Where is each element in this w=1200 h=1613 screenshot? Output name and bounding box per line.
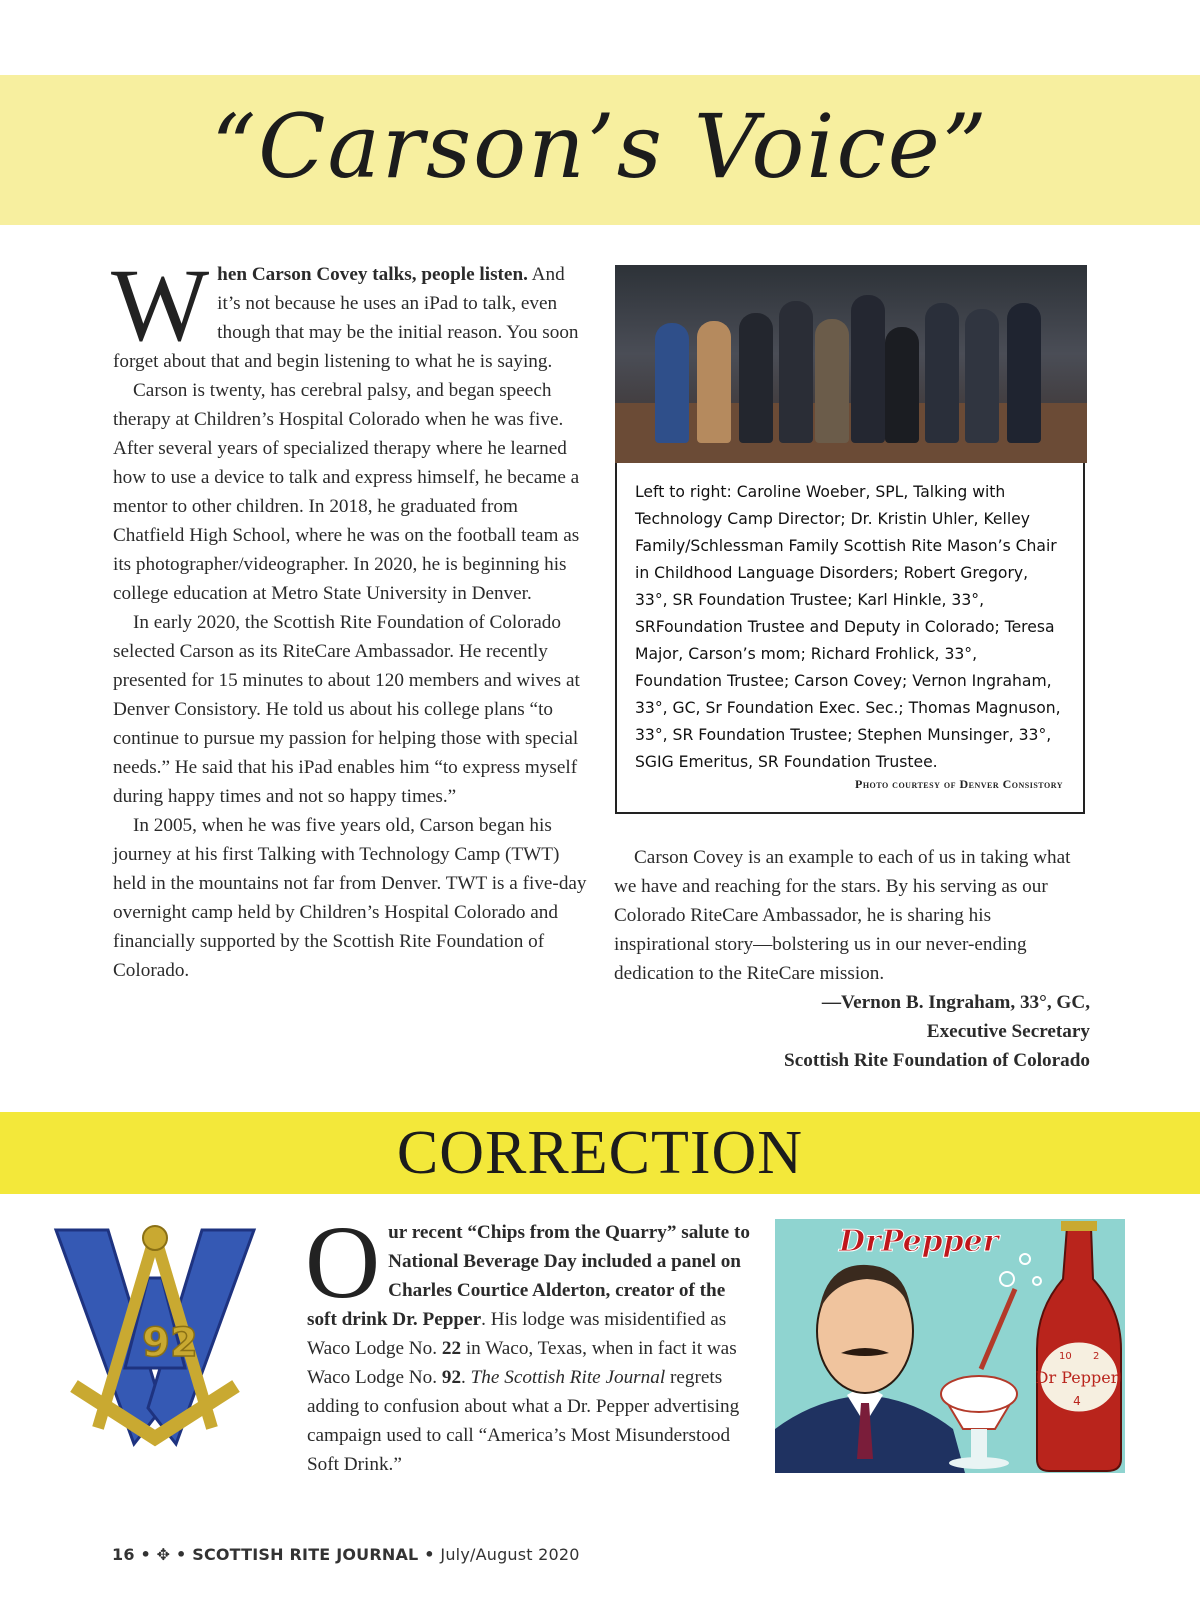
article-paragraph-4: In 2005, when he was five years old, Carson began his journey at his first Talking with Technology Camp (TWT) held in the mountains not far from Denver. TWT is a five-day overnight camp held by Children’s Hospital Colorado and financially supported by the Scottish Rite Foundation of Colorado. bbox=[113, 815, 587, 981]
lead-bold: hen Carson Covey talks, people listen. bbox=[217, 264, 528, 285]
page-number: 16 bbox=[112, 1545, 135, 1564]
issue-date: July/August 2020 bbox=[440, 1545, 580, 1564]
bottle-number-4: 4 bbox=[1073, 1394, 1081, 1408]
correction-bold: ur recent “Chips from the Quarry” salute to National Beverage Day included a panel on Charles Courtice Alderton, creator of the soft drink Dr. Pepper bbox=[307, 1222, 750, 1330]
photo-credit: Photo courtesy of Denver Consistory bbox=[854, 777, 1063, 791]
photo-person bbox=[851, 295, 885, 443]
correction-number-b: 92 bbox=[441, 1367, 462, 1388]
dr-pepper-illustration bbox=[775, 1219, 1125, 1473]
correction-text-b: in Waco, Texas, when in fact it was Waco Lodge No. bbox=[307, 1338, 737, 1388]
article-paragraph-5: Carson Covey is an example to each of us in taking what we have and reaching for the stars. By his serving as our Colorado RiteCare Ambassador, he is sharing his inspirational story—bolstering us in our never-ending dedication to the RiteCare mission. bbox=[614, 847, 1071, 984]
photo-person bbox=[697, 321, 731, 443]
signature-name: —Vernon B. Ingraham, 33°, GC, bbox=[821, 992, 1090, 1013]
signature-organization: Scottish Rite Foundation of Colorado bbox=[784, 1050, 1090, 1071]
correction-number-a: 22 bbox=[441, 1338, 462, 1359]
photo-person bbox=[815, 319, 849, 443]
article-left-column bbox=[111, 248, 591, 985]
article-title: “Carson’s Voice” bbox=[211, 95, 989, 198]
correction-title: CORRECTION bbox=[396, 1119, 804, 1187]
article-paragraph-3: In early 2020, the Scottish Rite Foundation of Colorado selected Carson as its RiteCare Ambassador. He recently presented for 15 minutes to about 120 members and wives at Denver Consistory. He told us about his college plans “to continue to pursue my passion for helping those with special needs.” He said that his iPad enables him “to express myself during happy times and not so happy times.” bbox=[113, 612, 580, 807]
double-eagle-icon: ✥ bbox=[156, 1545, 171, 1564]
photo-person bbox=[925, 303, 959, 443]
logo-number: 92 bbox=[142, 1320, 198, 1366]
article-right-column bbox=[614, 843, 1090, 1075]
dr-pepper-logo: DrPepper bbox=[839, 1224, 999, 1259]
correction-text bbox=[305, 1205, 752, 1479]
correction-drop-cap: O bbox=[305, 1205, 381, 1320]
photo-person bbox=[779, 301, 813, 443]
signature-title: Executive Secretary bbox=[926, 1021, 1090, 1042]
group-photo bbox=[615, 265, 1087, 463]
correction-text-d: regrets adding to confusion about what a Dr. Pepper advertising campaign used to call “America’s Most Misunderstood Soft Drink.” bbox=[307, 1367, 740, 1475]
bottle-label: Dr Pepper bbox=[1035, 1368, 1119, 1387]
square-compass-logo-icon bbox=[50, 1218, 260, 1448]
photo-person bbox=[655, 323, 689, 443]
photo-person bbox=[965, 309, 999, 443]
photo-caption-box bbox=[615, 463, 1085, 814]
bottle-number-10: 10 bbox=[1059, 1351, 1072, 1362]
lead-rest: And it’s not because he uses an iPad to talk, even though that may be the initial reason. You soon forget about that and begin listening to what he is saying. bbox=[113, 264, 579, 372]
drop-cap: W bbox=[111, 248, 210, 363]
bottle-number-2: 2 bbox=[1093, 1351, 1100, 1362]
article-paragraph-2: Carson is twenty, has cerebral palsy, and began speech therapy at Children’s Hospital Colorado when he was five. After several years of specialized therapy where he learned how to use a device to talk and express himself, he became a mentor to other children. In 2018, he graduated from Chatfield High School, where he was on the football team as its photographer/videographer. In 2020, he is beginning his college education at Metro State University in Denver. bbox=[113, 380, 580, 604]
page-footer: 16 • ✥ • SCOTTISH RITE JOURNAL • July/August 2020 bbox=[112, 1545, 580, 1564]
photo-person bbox=[885, 327, 919, 443]
photo-person bbox=[1007, 303, 1041, 443]
correction-text-a: . His lodge was misidentified as Waco Lodge No. bbox=[307, 1309, 727, 1359]
journal-title: SCOTTISH RITE JOURNAL bbox=[192, 1545, 419, 1564]
photo-caption: Left to right: Caroline Woeber, SPL, Talking with Technology Camp Director; Dr. Kristin Uhler, Kelley Family/Schlessman Family Scottish Rite Mason’s Chair in Childhood Language Disorders; Robert Gregory, 33°, SR Foundation Trustee; Karl Hinkle, 33°, SRFoundation Trustee and Deputy in Colorado; Teresa Major, Carson’s mom; Richard Frohlick, 33°, Foundation Trustee; Carson Covey; Vernon Ingraham, 33°, GC, Sr Foundation Exec. Sec.; Thomas Magnuson, 33°, SR Foundation Trustee; Stephen Munsinger, 33°, SGIG Emeritus, SR Foundation Trustee. bbox=[635, 483, 1061, 771]
journal-name: The Scottish Rite Journal bbox=[470, 1367, 666, 1388]
article-paragraph-1 bbox=[111, 248, 591, 376]
photo-person bbox=[739, 313, 773, 443]
correction-text-c: . bbox=[461, 1367, 471, 1388]
